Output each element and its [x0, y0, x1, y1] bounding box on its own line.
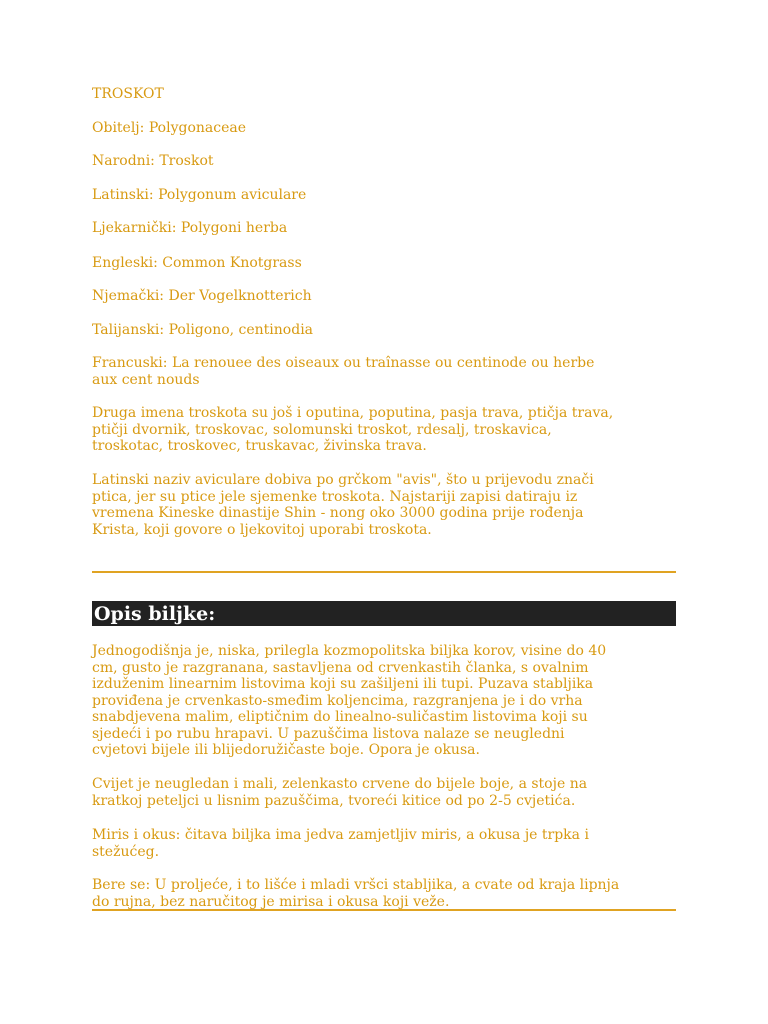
flower-paragraph: Cvijet je neugledan i mali, zelenkasto crvene do bijele boje, a stoje na kratkoj peteljci u lisnim pazuščima, tvoreći kitice od po 2-5 cvjetića. [92, 776, 588, 809]
description-paragraph: Jednogodišnja je, niska, prilegla kozmopolitska biljka korov, visine do 40 cm, gusto je razgranana, sastavljena od crvenkastih članka, s ovalnim izduženim linearnim listovima koji su zašiljeni ili tupi. Puzava stabljika proviđena je crvenkasto-smeđim koljencima, razgranjena je i do vrha snabdjevena malim, eliptičnim do linealno-suličastim listovima koji su sjedeći i po rubu hrapavi. U pazuščima listova nalaze se neugledni cvjetovi bijele ili blijedoružičaste boje. Opora je okusa. [92, 643, 607, 758]
field-pharmacy-name: Ljekarnički: Polygoni herba [92, 220, 288, 236]
harvest-paragraph: Bere se: U proljeće, i to lišće i mladi vršci stabljika, a cvate od kraja lipnja do rujna, bez naručitog je mirisa i okusa koji veže. [92, 877, 620, 910]
bottom-rule [92, 909, 676, 911]
divider-rule [92, 571, 676, 573]
field-german-name: Njemački: Der Vogelknotterich [92, 288, 312, 304]
smell-taste-paragraph: Miris i okus: čitava biljka ima jedva zamjetljiv miris, a okusa je trpka i stežućeg. [92, 827, 589, 860]
field-latin-name: Latinski: Polygonum aviculare [92, 187, 307, 203]
field-family: Obitelj: Polygonaceae [92, 120, 246, 136]
document-title: TROSKOT [92, 86, 164, 102]
section-header-bar [92, 601, 676, 626]
field-french-name: Francuski: La renouee des oiseaux ou traînasse ou centinode ou herbe aux cent nouds [92, 355, 595, 388]
intro-paragraph-other-names: Druga imena troskota su još i oputina, poputina, pasja trava, ptičja trava, ptičji dvornik, troskovac, solomunski troskot, rdesalj, troskavica, troskotac, troskovec, truskavac, živinska trava. [92, 405, 614, 454]
field-italian-name: Talijanski: Poligono, centinodia [92, 322, 314, 338]
field-folk-name: Narodni: Troskot [92, 153, 214, 169]
field-english-name: Engleski: Common Knotgrass [92, 255, 302, 271]
intro-paragraph-latin-origin: Latinski naziv aviculare dobiva po grčkom "avis", što u prijevodu znači ptica, jer su ptice jele sjemenke troskota. Najstariji zapisi datiraju iz vremena Kineske dinastije Shin - nong oko 3000 godina prije rođenja Krista, koji govore o ljekovitoj uporabi troskota. [92, 472, 594, 538]
section-title: Opis biljke: [94, 603, 216, 625]
